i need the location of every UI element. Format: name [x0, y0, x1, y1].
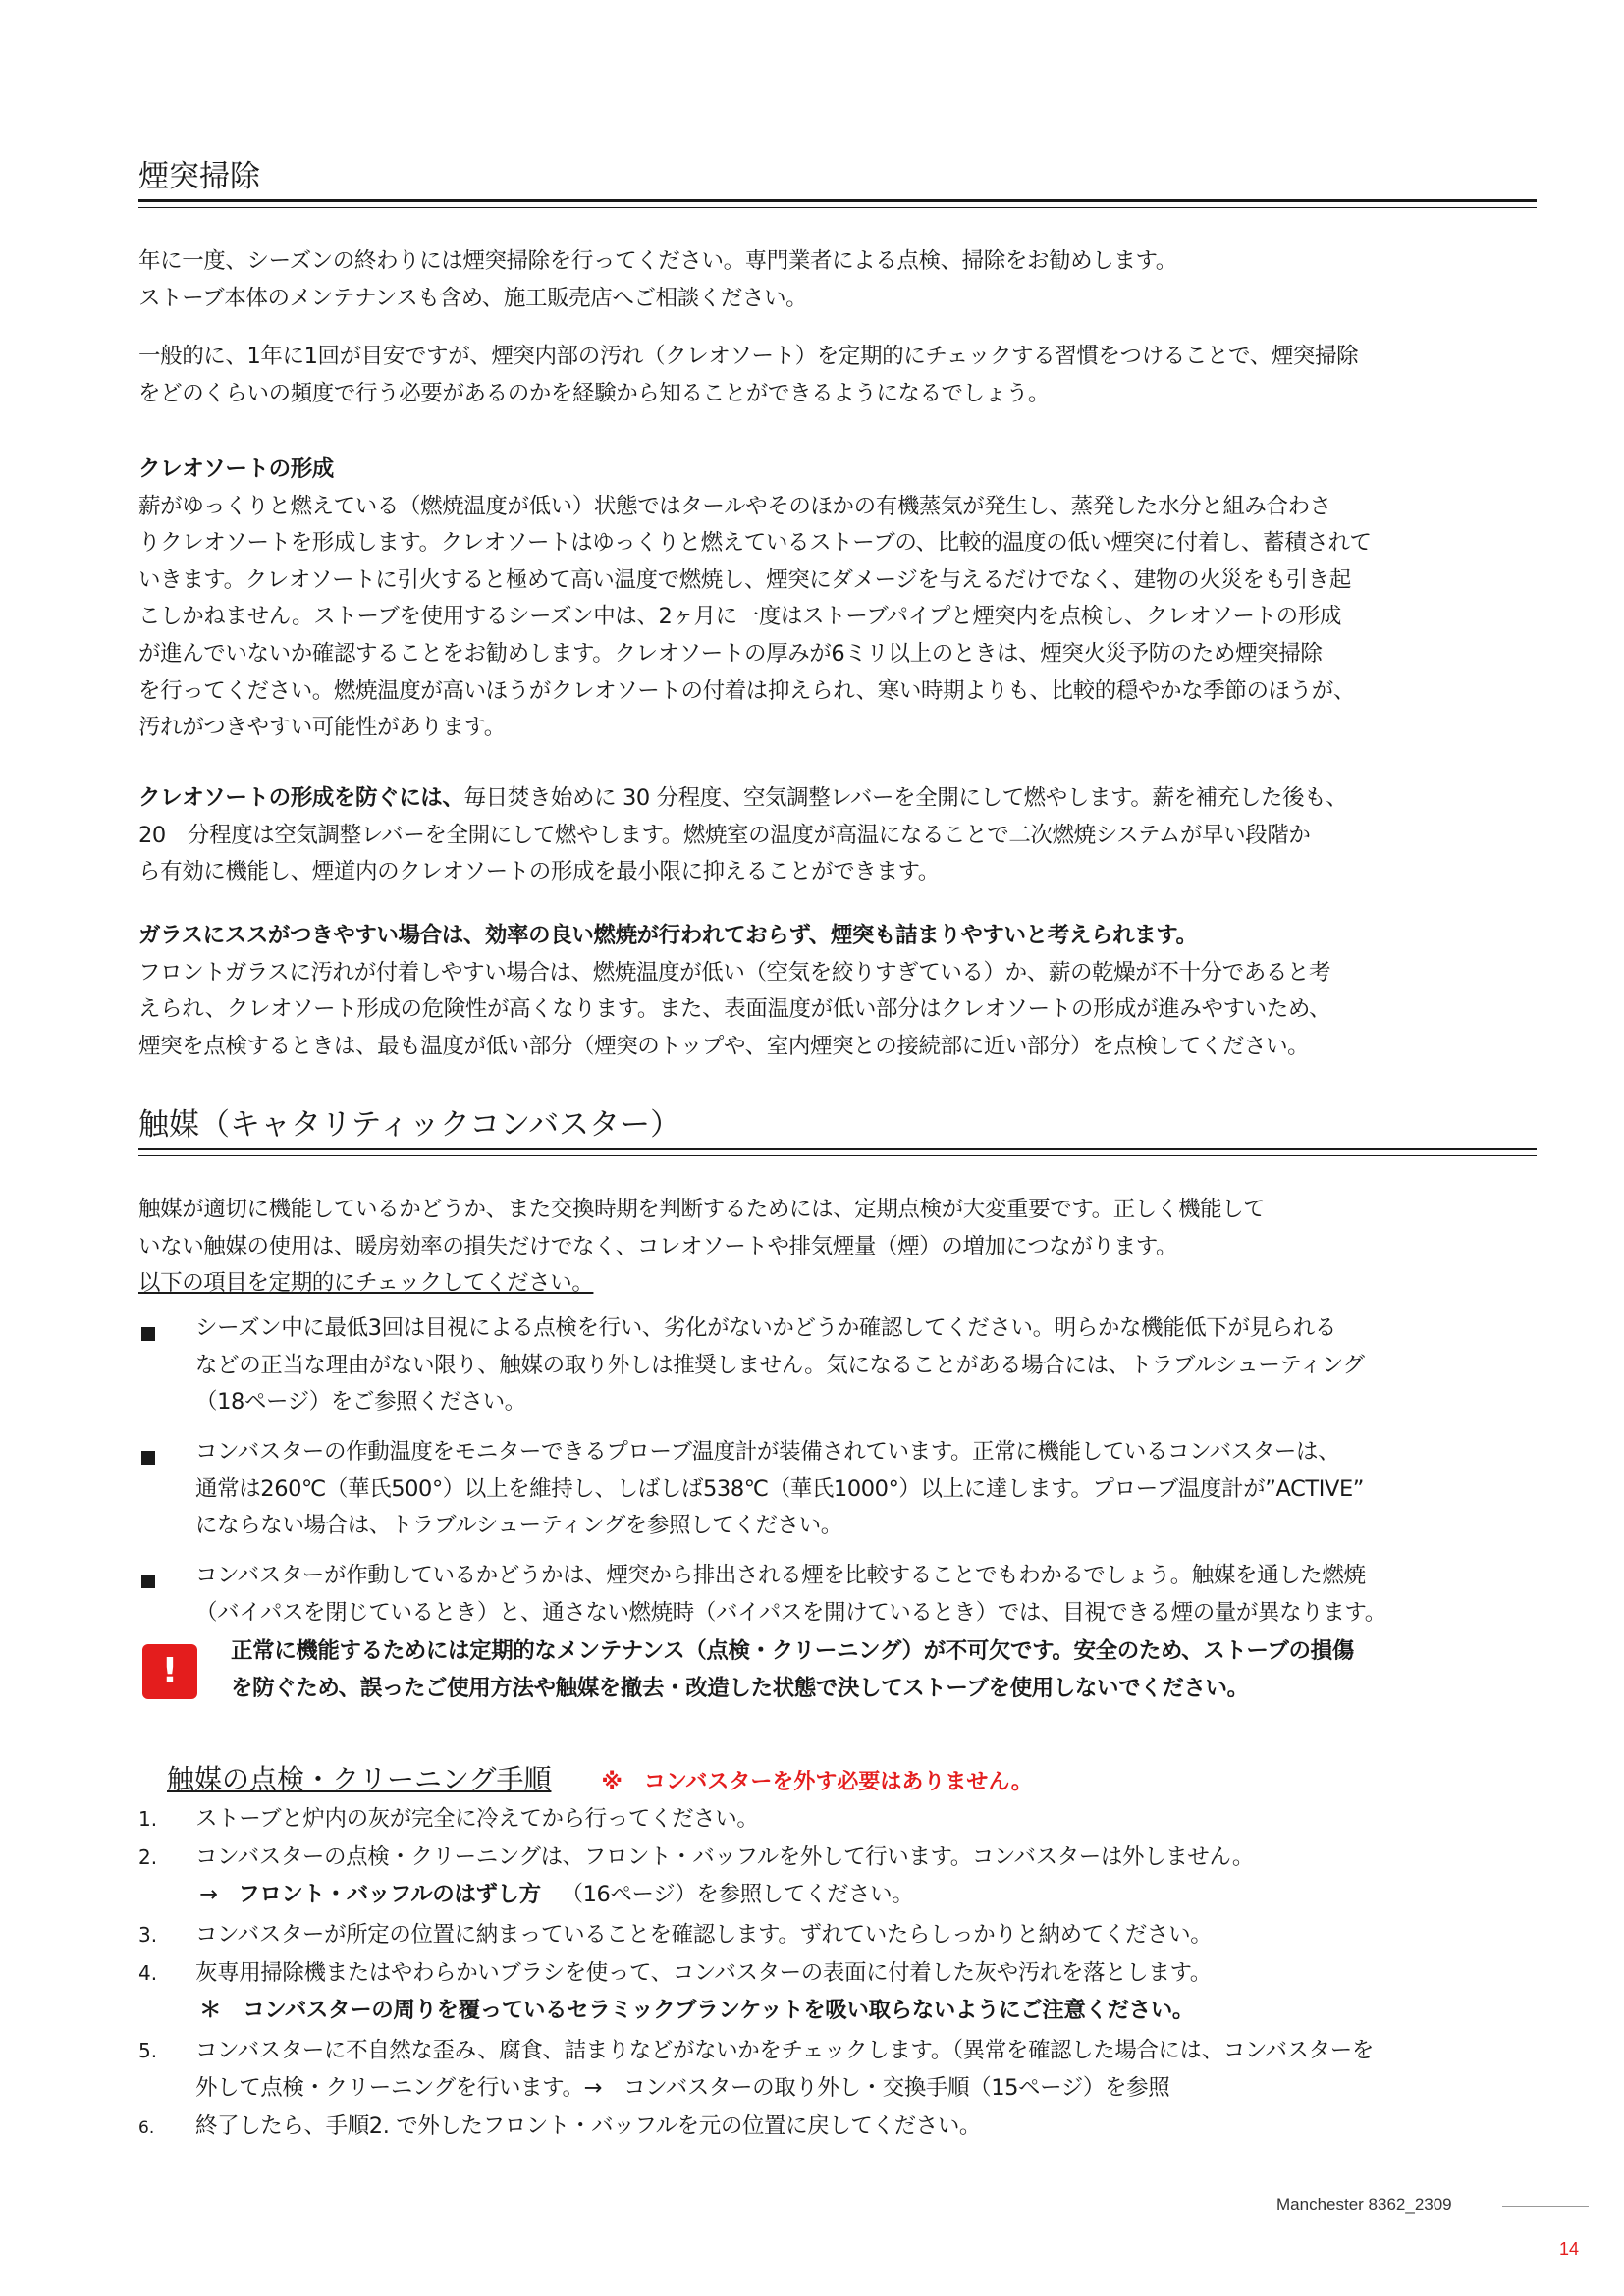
chimney-para-1 — [138, 243, 1538, 317]
text-line: を行ってください。燃焼温度が高いほうがクレオソートの付着は抑えられ、寒い時期よりも、比較的穏やかな季節のほうが、 — [138, 677, 1355, 704]
text-line: 一般的に、1年に1回が目安ですが、煙突内部の汚れ（クレオソート）を定期的にチェックする習慣をつけることで、煙突掃除 — [138, 344, 1359, 369]
text-line: 終了したら、手順2. で外したフロント・バッフルを元の位置に戻してください。 — [195, 2113, 982, 2139]
text-line: りクレオソートを形成します。クレオソートはゆっくりと燃えているストーブの、比較的温度の低い煙突に付着し、蓄積されて — [138, 530, 1372, 557]
text-line: 薪がゆっくりと燃えている（燃焼温度が低い）状態ではタールやそのほかの有機蒸気が発生し、蒸発した水分と組み合わさ — [138, 493, 1331, 519]
text-line: コンバスターの点検・クリーニングは、フロント・バッフルを外して行います。コンバスターは外しません。 — [195, 1844, 1254, 1870]
text-line: ストーブと炉内の灰が完全に冷えてから行ってください。 — [195, 1806, 759, 1832]
procedure-header — [167, 1758, 1033, 1797]
procedure-note: ※ コンバスターを外す必要はありません。 — [601, 1770, 1033, 1794]
text-line: ストーブ本体のメンテナンスも含め、施工販売店へご相談ください。 — [138, 285, 808, 311]
glass-soot-section — [138, 918, 1538, 1065]
bullet-item-2 — [195, 1434, 1541, 1545]
text-line: 煙突を点検するときは、最も温度が低い部分（煙突のトップや、室内煙突との接続部に近い部分）を点検してください。 — [138, 1033, 1310, 1059]
step-4-caution: ＊ コンバスターの周りを覆っているセラミックブランケットを吸い取らないようにご注意ください。 — [199, 1997, 1195, 2023]
bullet-item-3 — [195, 1558, 1541, 1631]
text-line: 20 分程度は空気調整レバーを全開にして燃やします。燃焼室の温度が高温になることで二次燃焼システムが早い段階か — [138, 822, 1311, 848]
step-number: 1. — [138, 1807, 158, 1831]
text-line: フロントガラスに汚れが付着しやすい場合は、燃焼温度が低い（空気を絞りすぎている）か、薪の乾燥が不十分であると考 — [138, 959, 1331, 986]
text-line: コンバスターが所定の位置に納まっていることを確認します。ずれていたらしっかりと納めてください。 — [195, 1922, 1213, 1948]
text-line: 正常に機能するためには定期的なメンテナンス（点検・クリーニング）が不可欠です。安全のため、ストーブの損傷 — [231, 1638, 1354, 1664]
prevent-heading: クレオソートの形成を防ぐには、 — [138, 785, 464, 811]
text-line: 汚れがつきやすい可能性があります。 — [138, 715, 506, 741]
creosote-section — [138, 452, 1538, 747]
square-bullet-icon — [141, 1575, 155, 1588]
step-4 — [195, 1955, 1541, 2029]
creosote-heading: クレオソートの形成 — [138, 456, 334, 482]
square-bullet-icon — [141, 1451, 155, 1465]
text-line: を防ぐため、誤ったご使用方法や触媒を撤去・改造した状態で決してストーブを使用しないでください。 — [231, 1675, 1249, 1701]
warning-icon: ! — [142, 1644, 197, 1699]
text-line: 触媒が適切に機能しているかどうか、また交換時期を判断するためには、定期点検が大変重要です。正しく機能して — [138, 1197, 1266, 1222]
check-note: 以下の項目を定期的にチェックしてください。 — [138, 1270, 594, 1297]
title-rule — [138, 199, 1537, 202]
section-title-catalyst: 触媒（キャタリティックコンバスター） — [138, 1107, 681, 1143]
footer-rule — [1502, 2206, 1589, 2207]
step-number: 5. — [138, 2039, 158, 2062]
text-line: をどのくらいの頻度で行う必要があるのかを経験から知ることができるようになるでしょう。 — [138, 380, 1050, 406]
step-number: 6. — [138, 2118, 155, 2138]
step-number: 4. — [138, 1961, 158, 1985]
text-line: 毎日焚き始めに 30 分程度、空気調整レバーを全開にして燃やします。薪を補充した後も、 — [463, 785, 1348, 811]
catalyst-intro — [138, 1192, 1538, 1303]
step-3 — [195, 1917, 1541, 1954]
step-6 — [195, 2109, 1541, 2146]
text-line: 外して点検・クリーニングを行います。→ コンバスターの取り外し・交換手順（15ページ）を参照 — [195, 2074, 1170, 2101]
procedure-title: 触媒の点検・クリーニング手順 — [167, 1763, 552, 1795]
text-line: 通常は260℃（華氏500°）以上を維持し、しばしば538℃（華氏1000°）以上に達します。プローブ温度計が”ACTIVE” — [195, 1475, 1365, 1502]
footer-doc-id: Manchester 8362_2309 — [1276, 2195, 1452, 2214]
square-bullet-icon — [141, 1327, 155, 1341]
step-number: 3. — [138, 1923, 158, 1947]
step-5 — [195, 2033, 1541, 2107]
text-line: （16ページ）を参照してください。 — [561, 1881, 914, 1907]
text-line: こしかねません。ストーブを使用するシーズン中は、2ヶ月に一度はストーブパイプと煙突内を点検し、クレオソートの形成 — [138, 604, 1341, 630]
text-line: などの正当な理由がない限り、触媒の取り外しは推奨しません。気になることがある場合には、トラブルシューティング — [195, 1352, 1365, 1378]
step-2-reference[interactable]: フロント・バッフルのはずし方 — [238, 1881, 541, 1907]
glass-heading: ガラスにススがつきやすい場合は、効率の良い燃焼が行われておらず、煙突も詰まりやすいと考えられます。 — [138, 923, 1198, 948]
text-line: （バイパスを閉じているとき）と、通さない燃焼時（バイパスを開けているとき）では、目視できる煙の量が異なります。 — [195, 1599, 1386, 1626]
arrow-icon: → — [199, 1881, 218, 1907]
step-number: 2. — [138, 1845, 158, 1869]
text-line: が進んでいないか確認することをお勧めします。クレオソートの厚みが6ミリ以上のときは、煙突火災予防のため煙突掃除 — [138, 640, 1323, 667]
text-line: 灰専用掃除機またはやわらかいブラシを使って、コンバスターの表面に付着した灰や汚れを落とします。 — [195, 1960, 1212, 1986]
step-2 — [195, 1840, 1541, 1913]
title-rule-thin — [138, 1155, 1537, 1156]
text-line: コンバスターが作動しているかどうかは、煙突から排出される煙を比較することでもわかるでしょう。触媒を通した燃焼 — [195, 1563, 1366, 1588]
prevent-creosote-para — [138, 780, 1538, 891]
text-line: （18ページ）をご参照ください。 — [195, 1389, 526, 1415]
text-line: 年に一度、シーズンの終わりには煙突掃除を行ってください。専門業者による点検、掃除をお勧めします。 — [138, 248, 1177, 274]
text-line: ら有効に機能し、煙道内のクレオソートの形成を最小限に抑えることができます。 — [138, 859, 940, 885]
text-line: コンバスターの作動温度をモニターできるプローブ温度計が装備されています。正常に機能しているコンバスターは、 — [195, 1439, 1340, 1465]
chimney-para-2 — [138, 339, 1538, 412]
bullet-item-1 — [195, 1310, 1541, 1421]
title-rule-thin — [138, 207, 1537, 208]
text-line: コンバスターに不自然な歪み、腐食、詰まりなどがないかをチェックします。（異常を確認した場合には、コンバスターを — [195, 2038, 1374, 2063]
warning-text — [231, 1633, 1542, 1707]
text-line: にならない場合は、トラブルシューティングを参照してください。 — [195, 1513, 842, 1539]
step-1 — [195, 1801, 1541, 1839]
text-line: いない触媒の使用は、暖房効率の損失だけでなく、コレオソートや排気煙量（煙）の増加につながります。 — [138, 1233, 1178, 1259]
text-line: シーズン中に最低3回は目視による点検を行い、劣化がないかどうか確認してください。明らかな機能低下が見られる — [195, 1315, 1336, 1341]
section-title-chimney: 煙突掃除 — [138, 159, 260, 194]
page-number: 14 — [1559, 2239, 1580, 2259]
text-line: えられ、クレオソート形成の危険性が高くなります。また、表面温度が低い部分はクレオソートの形成が進みやすいため、 — [138, 996, 1331, 1023]
text-line: いきます。クレオソートに引火すると極めて高い温度で燃焼し、煙突にダメージを与えるだけでなく、建物の火災をも引き起 — [138, 566, 1351, 593]
title-rule — [138, 1148, 1537, 1150]
